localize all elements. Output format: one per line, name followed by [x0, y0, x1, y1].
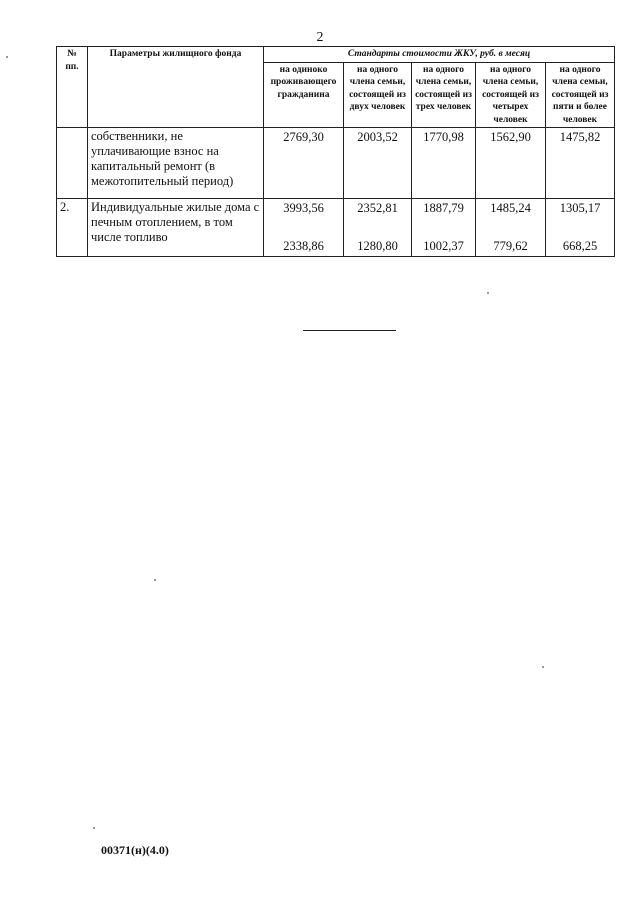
fuel-value-family-of-two: 1280,80 [357, 239, 398, 253]
value-cell [546, 199, 615, 257]
row-number [57, 128, 88, 199]
value-single-resident: 2769,30 [264, 128, 344, 199]
scan-speck [487, 292, 489, 294]
value-cell [476, 199, 546, 257]
header-family-of-four: на одного члена семьи, состоящей из четырех человек [476, 62, 546, 128]
value-cell [412, 199, 476, 257]
row-parameter: Индивидуальные жилые дома с печным отоплением, в том числе топливо [88, 199, 264, 257]
value-single-resident: 3993,56 [283, 201, 324, 215]
scan-speck [542, 666, 544, 668]
value-family-of-five-plus: 1305,17 [559, 201, 601, 215]
table-row [57, 128, 615, 199]
value-cell [344, 199, 412, 257]
scan-speck [6, 56, 8, 58]
fuel-value-single-resident: 2338,86 [283, 239, 324, 253]
fuel-value-family-of-four: 779,62 [493, 239, 528, 253]
value-family-of-three: 1770,98 [412, 128, 476, 199]
end-of-table-rule [303, 330, 396, 331]
header-single-resident: на одиноко проживающего гражданина [264, 62, 344, 128]
header-family-of-two: на одного члена семьи, состоящей из двух человек [344, 62, 412, 128]
value-family-of-two: 2003,52 [344, 128, 412, 199]
value-family-of-three: 1887,79 [423, 201, 464, 215]
page-number: 2 [316, 30, 324, 45]
value-family-of-five-plus: 1475,82 [546, 128, 615, 199]
tariff-standards-table [56, 46, 615, 257]
row-parameter: собственники, не уплачивающие взнос на капитальный ремонт (в межотопительный период) [88, 128, 264, 199]
value-cell [264, 199, 344, 257]
document-code: 00371(н)(4.0) [101, 843, 169, 857]
value-family-of-four: 1562,90 [476, 128, 546, 199]
fuel-value-family-of-five-plus: 668,25 [562, 239, 598, 253]
fuel-value-family-of-three: 1002,37 [423, 239, 464, 253]
header-family-of-five-plus: на одного члена семьи, состоящей из пяти и более человек [546, 62, 615, 128]
row-number: 2. [57, 199, 88, 257]
header-standards: Стандарты стоимости ЖКУ, руб. в месяц [264, 47, 615, 63]
header-family-of-three: на одного члена семьи, состоящей из трех человек [412, 62, 476, 128]
header-parameters: Параметры жилищного фонда [88, 47, 264, 128]
scan-speck [154, 579, 156, 581]
value-family-of-two: 2352,81 [357, 201, 398, 215]
value-family-of-four: 1485,24 [490, 201, 531, 215]
scan-speck [93, 827, 95, 829]
table-row [57, 199, 615, 257]
header-number: № пп. [57, 47, 88, 128]
